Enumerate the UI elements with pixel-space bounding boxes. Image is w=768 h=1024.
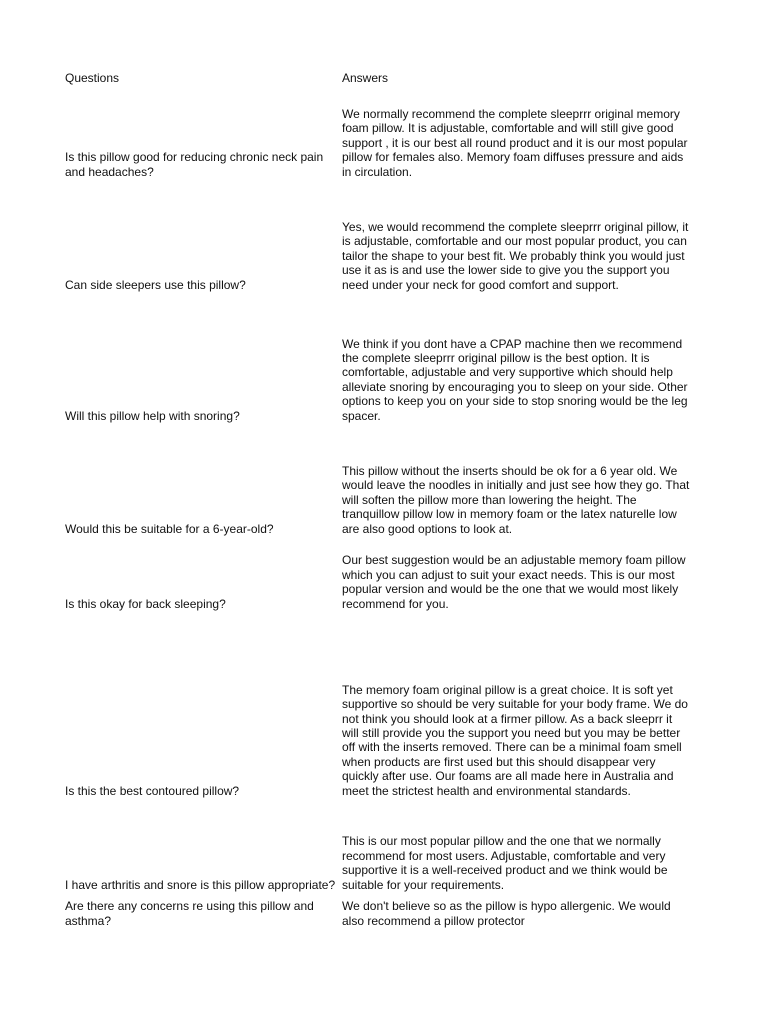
faq-row xyxy=(0,896,768,928)
faq-answer: We normally recommend the complete sleeprrr original memory foam pillow. It is adjustable, comfortable and will still give good support , it is our best all round product and it is our most popular pillow for females also. Memory foam diffuses pressure and aids in circulation. xyxy=(342,106,688,179)
faq-row xyxy=(0,663,768,798)
faq-row xyxy=(0,547,768,611)
faq-question: Can side sleepers use this pillow? xyxy=(65,277,246,292)
faq-row xyxy=(0,100,768,179)
faq-question: Will this pillow help with snoring? xyxy=(65,408,240,423)
faq-row xyxy=(0,456,768,536)
faq-answer: Yes, we would recommend the complete sleeprrr original pillow, it is adjustable, comfortable and our most popular product, you can tailor the shape to your best fit. We probably think you would just use it as is and use the lower side to give you the support you need under your neck for good comfort and support. xyxy=(342,219,689,292)
faq-row xyxy=(0,330,768,423)
faq-question: Is this pillow good for reducing chronic neck pain and headaches? xyxy=(65,150,324,179)
questions-column-header: Questions xyxy=(65,71,120,85)
faq-answer: This pillow without the inserts should be ok for a 6 year old. We would leave the noodles in initially and just see how they go. That will soften the pillow more than lowering the height. The tranquillow pillow low in memory foam or the latex naturelle low are also good options to look at. xyxy=(342,463,690,536)
faq-question: Are there any concerns re using this pillow and asthma? xyxy=(65,899,314,928)
faq-answer: We don't believe so as the pillow is hypo allergenic. We would also recommend a pillow protector xyxy=(342,899,671,928)
faq-question: Is this okay for back sleeping? xyxy=(65,596,226,611)
faq-row xyxy=(0,830,768,892)
faq-question: Is this the best contoured pillow? xyxy=(65,783,240,798)
faq-answer: This is our most popular pillow and the one that we normally recommend for most users. Adjustable, comfortable and very supportive it is a well-received product and we think would be suitable for your requirements. xyxy=(342,834,668,892)
faq-row xyxy=(0,198,768,292)
faq-answer: We think if you dont have a CPAP machine then we recommend the complete sleeprrr original pillow is the best option. It is comfortable, adjustable and very supportive which should help alleviate snoring by encouraging you to sleep on your side. Other options to keep you on your side to stop snoring would be the leg spacer. xyxy=(342,336,688,423)
faq-question: I have arthritis and snore is this pillow appropriate? xyxy=(65,877,336,892)
faq-answer: Our best suggestion would be an adjustable memory foam pillow which you can adjust to suit your exact needs. This is our most popular version and would be the one that we would most likely recommend for you. xyxy=(342,553,686,611)
faq-answer: The memory foam original pillow is a great choice. It is soft yet supportive so should be very suitable for your body frame. We do not think you should look at a firmer pillow. As a back sleeprr it will still provide you the support you need but you may be better off with the inserts removed. There can be a minimal foam smell when products are first used but this should disappear very quickly after use. Our foams are all made here in Australia and meet the strictest health and environmental standards. xyxy=(342,682,688,798)
faq-question: Would this be suitable for a 6-year-old? xyxy=(65,521,274,536)
answers-column-header: Answers xyxy=(342,71,389,85)
